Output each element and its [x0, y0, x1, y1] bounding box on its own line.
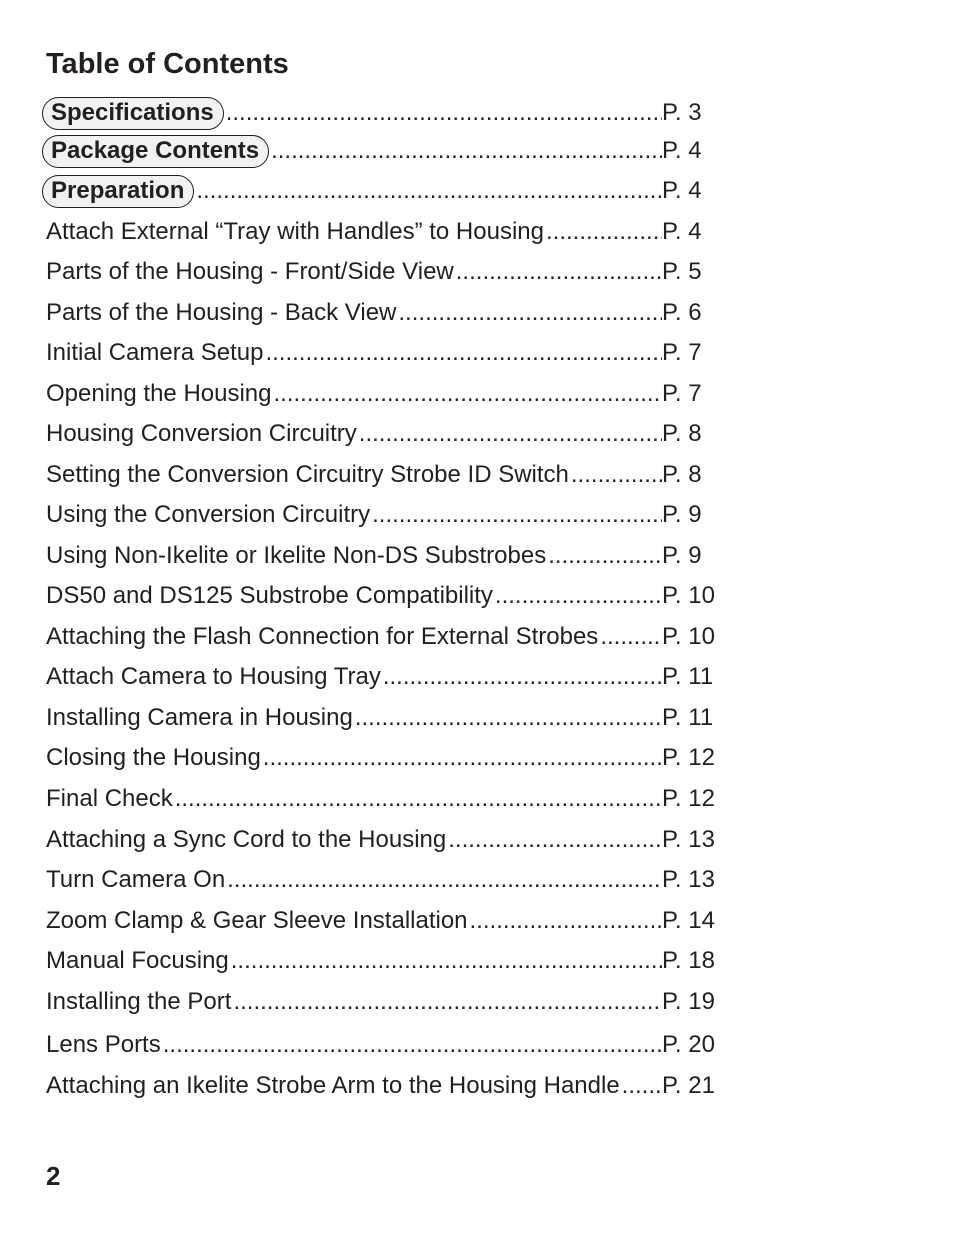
toc-entry — [46, 175, 718, 207]
dot-leader — [493, 582, 662, 610]
toc-entry-page: P. 4 — [662, 218, 702, 245]
toc-entry-page: P. 8 — [662, 420, 702, 447]
toc-entry — [46, 256, 718, 288]
toc-entry-title: Attach Camera to Housing Tray — [46, 663, 381, 690]
toc-entry-page: P. 4 — [662, 177, 702, 204]
toc-entry-page: P. 12 — [662, 785, 715, 812]
toc-entry-title: Housing Conversion Circuitry — [46, 420, 357, 447]
toc-entry — [46, 499, 718, 531]
toc-entry-title: Manual Focusing — [46, 947, 229, 974]
toc-entry-title-highlighted: Package Contents — [42, 135, 269, 168]
toc-entry-page: P. 10 — [662, 582, 715, 609]
toc-entry — [46, 1070, 718, 1102]
toc-entry-page: P. 12 — [662, 744, 715, 771]
page-title: Table of Contents — [46, 48, 289, 80]
toc-entry-page: P. 18 — [662, 947, 715, 974]
toc-entry-page: P. 7 — [662, 380, 702, 407]
toc-entry-title: Installing the Port — [46, 988, 232, 1015]
dot-leader — [224, 99, 662, 127]
toc-entry — [46, 864, 718, 896]
toc-entry — [46, 135, 718, 167]
dot-leader — [454, 258, 662, 286]
dot-leader — [544, 218, 662, 246]
toc-entry-page: P. 11 — [662, 663, 714, 690]
toc-entry — [46, 378, 718, 410]
toc-entry-title: Installing Camera in Housing — [46, 704, 353, 731]
toc-entry — [46, 580, 718, 612]
toc-entry-page: P. 21 — [662, 1072, 715, 1099]
toc-entry-title: Zoom Clamp & Gear Sleeve Installation — [46, 907, 468, 934]
toc-entry-title: Attaching the Flash Connection for External Strobes — [46, 623, 599, 650]
toc-entry-title-highlighted: Specifications — [42, 97, 224, 130]
toc-entry — [46, 905, 718, 937]
toc-entry-page: P. 9 — [662, 542, 702, 569]
toc-entry-title: Parts of the Housing - Back View — [46, 299, 397, 326]
toc-entry-page: P. 9 — [662, 501, 702, 528]
toc-entry — [46, 824, 718, 856]
toc-entry-title: Closing the Housing — [46, 744, 261, 771]
toc-entry — [46, 97, 718, 129]
dot-leader — [357, 420, 662, 448]
dot-leader — [446, 826, 662, 854]
toc-entry — [46, 337, 718, 369]
toc-entry-page: P. 5 — [662, 258, 702, 285]
toc-entry-page: P. 13 — [662, 826, 715, 853]
toc-entry-title: Attach External “Tray with Handles” to Housing — [46, 218, 544, 245]
dot-leader — [370, 501, 662, 529]
toc-entry-page: P. 4 — [662, 137, 702, 164]
dot-leader — [269, 137, 662, 165]
dot-leader — [381, 663, 662, 691]
toc-entry-title: Attaching an Ikelite Strobe Arm to the Housing Handle — [46, 1072, 620, 1099]
toc-entry-page: P. 20 — [662, 1031, 715, 1058]
toc-entry — [46, 418, 718, 450]
dot-leader — [468, 907, 662, 935]
dot-leader — [194, 177, 662, 205]
toc-entry-title: Initial Camera Setup — [46, 339, 264, 366]
dot-leader — [353, 704, 662, 732]
toc-entry-page: P. 3 — [662, 99, 702, 126]
dot-leader — [161, 1031, 662, 1059]
toc-entry — [46, 216, 718, 248]
toc-entry — [46, 702, 718, 734]
toc-entry-page: P. 14 — [662, 907, 715, 934]
toc-entry-page: P. 19 — [662, 988, 715, 1015]
toc-entry — [46, 1029, 718, 1061]
toc-entry-page: P. 10 — [662, 623, 715, 650]
toc-entry-page: P. 7 — [662, 339, 702, 366]
page-number: 2 — [46, 1161, 61, 1191]
toc-entry-page: P. 11 — [662, 704, 714, 731]
dot-leader — [173, 785, 662, 813]
toc-entry — [46, 621, 718, 653]
toc-entry-title: Lens Ports — [46, 1031, 161, 1058]
toc-entry — [46, 540, 718, 572]
dot-leader — [261, 744, 662, 772]
toc-entry-title-highlighted: Preparation — [42, 175, 194, 208]
toc-entry-title: Turn Camera On — [46, 866, 226, 893]
dot-leader — [263, 339, 662, 367]
toc-entry-page: P. 6 — [662, 299, 702, 326]
dot-leader — [396, 299, 662, 327]
toc-entry — [46, 661, 718, 693]
toc-entry-page: P. 13 — [662, 866, 715, 893]
dot-leader — [620, 1072, 662, 1100]
toc-entry — [46, 986, 718, 1018]
dot-leader — [546, 542, 662, 570]
toc-entry-title: Final Check — [46, 785, 173, 812]
dot-leader — [569, 461, 662, 489]
toc-entry — [46, 459, 718, 491]
dot-leader — [272, 380, 663, 408]
dot-leader — [229, 947, 662, 975]
toc-entry — [46, 297, 718, 329]
toc-entry-title: Using the Conversion Circuitry — [46, 501, 371, 528]
toc-entry-title: DS50 and DS125 Substrobe Compatibility — [46, 582, 493, 609]
toc-entry-page: P. 8 — [662, 461, 702, 488]
toc-entry-title: Using Non-Ikelite or Ikelite Non-DS Substrobes — [46, 542, 547, 569]
dot-leader — [231, 988, 662, 1016]
toc-entry — [46, 945, 718, 977]
dot-leader — [598, 623, 662, 651]
toc-entry — [46, 783, 718, 815]
toc-entry-title: Setting the Conversion Circuitry Strobe ID Switch — [46, 461, 569, 488]
toc-entry — [46, 742, 718, 774]
toc-entry-title: Attaching a Sync Cord to the Housing — [46, 826, 447, 853]
toc-entry-title: Opening the Housing — [46, 380, 272, 407]
dot-leader — [225, 866, 662, 894]
toc-entry-title: Parts of the Housing - Front/Side View — [46, 258, 454, 285]
